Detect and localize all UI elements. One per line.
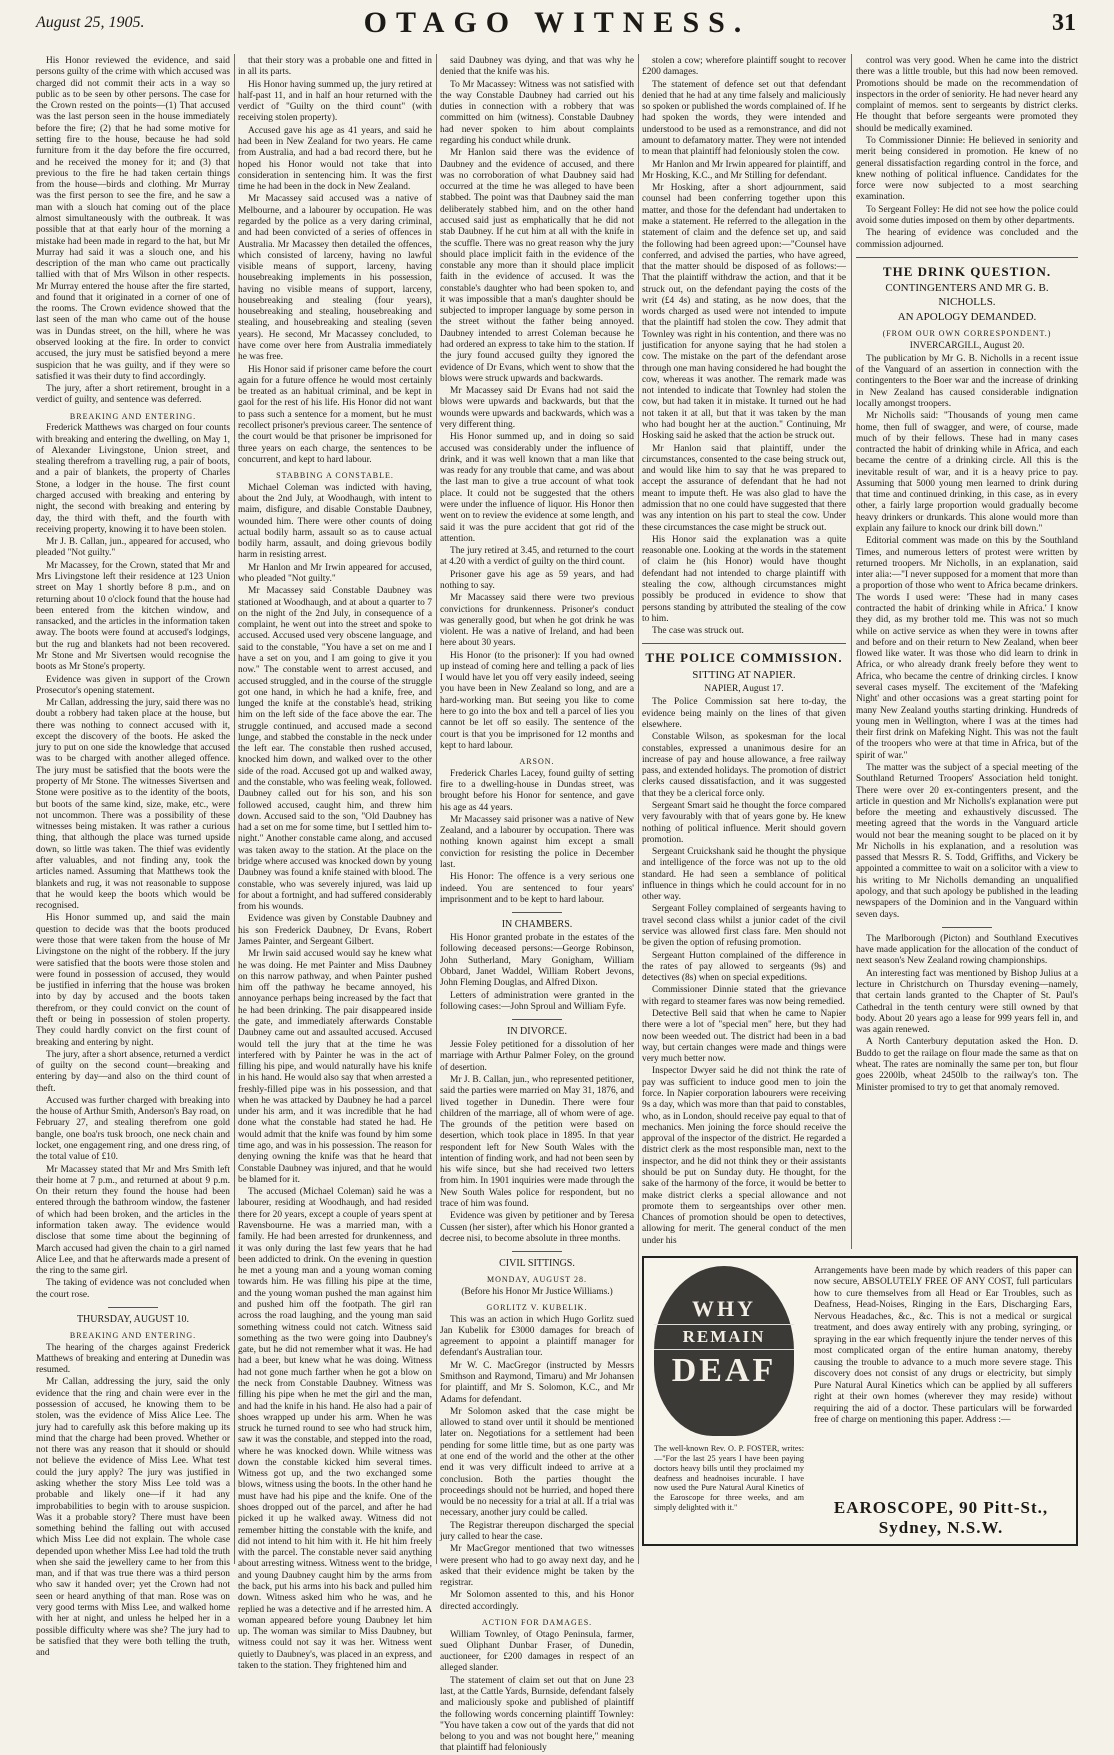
paragraph: Mr Macassey, for the Crown, stated that Mr and Mrs Livingstone left their residence at 123 Union street on May 1 shortly before 8 p.m., and on returning about 10 o'clock found that the house had been entered from the kitchen window, and ransacked, and the articles in the information taken away. The boots were found at accused's lodgings, but the rug and blankets had not been recovered. Mr Stone and Mr Sivertsen would recognise the boots as Mr Stone's property. <box>36 560 230 673</box>
paragraph: Mr Macassey stated that Mr and Mrs Smith left their home at 7 p.m., and returned at about 9 p.m. On their return they found the house had been entered through the bathroom window, the fastener of which had been broken, and the articles in the information taken away. The evidence would disclose that some time about the beginning of March accused had given the chain to a girl named Alice Lee, and that he afterwards made a present of the ring to the same girl. <box>36 1164 230 1277</box>
why-remain-deaf-badge <box>654 1266 794 1436</box>
column-3 <box>440 56 634 1754</box>
divider <box>512 1251 562 1252</box>
paragraph: Mr J. B. Callan, jun., who represented petitioner, said the parties were married on May 31, 1876, and lived together in Dunedin. There were four children of the marriage, all of whom were of age. The grounds of the petition were based on desertion, which took place in 1895. In that year respondent left for New South Wales with the intention of finding work, and had not been seen by his wife since, but she had received two letters from him. In 1901 inquiries were made through the New South Wales police for respondent, but no trace of him was found. <box>440 1074 634 1210</box>
divider <box>512 1019 562 1020</box>
paragraph: Constable Wilson, as spokesman for the local constables, expressed a unanimous desire for an increase of pay and house allowance, a free railway pass, and extended holidays. The promotion of district clerks caused dissatisfaction, and it was suggested that they be a clerical force only. <box>642 732 846 799</box>
ad-testimonial: The well-known Rev. O. P. FOSTER, writes:—"For the last 25 years I have been paying doctors heavy bills until they proclaimed my deafness and headnoises incurable. I have now used the Pure Natural Aural Kinetics of the Earoscope for three weeks, and am simply delighted with it." <box>654 1444 804 1513</box>
subheading: ACTION FOR DAMAGES. <box>481 1617 593 1627</box>
paragraph: Frederick Matthews was charged on four counts with breaking and entering the dwelling, on May 1, of Alexander Livingstone, Union street, and stealing therefrom a travelling rug, a pair of boots, and a pair of blankets, the property of Charles Stone, a lodger in the house. The first count charged accused with breaking and entering by night, the second with breaking and entering by day, the third with theft, and the fourth with receiving property, knowing it to have been stolen. <box>36 423 230 535</box>
divider <box>512 912 562 913</box>
issue-date: August 25, 1905. <box>36 14 145 31</box>
paragraph: The statement of defence set out that defendant denied that he had at any time falsely and maliciously so spoken or published the words complained of. If he had spoken the words, they were intended and understood to be used as a remonstrance, and did not amount to defamatory matter. They were not intended to mean that plaintiff had feloniously stolen the cow. <box>642 79 846 158</box>
subheading: BREAKING AND ENTERING. <box>69 1330 197 1340</box>
date-heading: THURSDAY, AUGUST 10. <box>76 1313 190 1325</box>
paragraph: Jessie Foley petitioned for a dissolution of her marriage with Arthur Palmer Foley, on the ground of desertion. <box>440 1040 634 1073</box>
paragraph: The case was struck out. <box>652 626 744 637</box>
paragraph: His Honor granted probate in the estates of the following deceased persons:—George Robinson, John Sutherland, Mary Gonigham, William Obbard, Janet Waddel, William Robert Jevons, John Fleming Douglas, and Alfred Dixon. <box>440 933 634 989</box>
paragraph: control was very good. When he came into the district there was a little trouble, but this had now been removed. Promotions should be made on the recommendation of inspectors in the order of seniority. He had never heard any complaint of memos. sent to sergeants by district clerks. He thought that before sergeants were promoted they should be medically examined. <box>856 56 1078 134</box>
paragraph: Mr Macassey said there were two previous convictions for drunkenness. Prisoner's conduct was generally good, but when he got drink he was violent. He was a native of Ireland, and had been here about 30 years. <box>440 593 634 649</box>
paragraph: Mr Macassey said accused was a native of Melbourne, and a labourer by occupation. He was regarded by the police as a very daring criminal, and had been convicted of a series of offences in Australia. Mr Macassey then detailed the offences, which consisted of larceny, having no lawful visible means of support, larceny, having housebreaking implements in his possession, having no visible means of support, larceny, housebreaking and stealing (four years), housebreaking and stealing, housebreaking and stealing, and housebreaking and stealing (seven years). He second, Mr Macassey concluded, to have come over here from Australia immediately he was free. <box>238 194 432 363</box>
paragraph: Mr Hanlon and Mr Irwin appeared for accused, who pleaded "Not guilty." <box>238 562 432 584</box>
ad-address: EAROSCOPE, 90 Pitt-St., Sydney, N.S.W. <box>833 1498 1049 1537</box>
paragraph: Letters of administration were granted in the following cases:—John Sproul and William Fyfe. <box>440 990 634 1012</box>
section-heading: IN CHAMBERS. <box>501 919 573 931</box>
paragraph: Evidence was given by petitioner and by Teresa Cussen (her sister), after which his Honor granted a decree nisi, to become absolute in three months. <box>440 1211 634 1244</box>
paragraph: stolen a cow; wherefore plaintiff sought to recover £200 damages. <box>642 56 846 78</box>
paragraph: His Honor said if prisoner came before the court again for a future offence he would most certainly be treated as an habitual criminal, and be kept in gaol for the rest of his life. His Honor did not want to pass such a sentence for a moment, but he must recollect prisoner's previous career. The sentence of the court would be that prisoner be imprisoned for three years on each charge, the sentences to be concurrent, and kept to hard labour. <box>238 364 432 465</box>
newspaper-title: OTAGO WITNESS. <box>363 6 751 39</box>
ad-headline-remain: REMAIN <box>654 1324 794 1350</box>
divider <box>942 927 992 928</box>
subheading: STABBING A CONSTABLE. <box>276 471 394 481</box>
paragraph: Mr Callan, addressing the jury, said there was no doubt a robbery had taken place at the house, but there was nothing to connect accused with it, except the discovery of the boots. He asked the jury to put on one side the knowledge that accused was to be charged with another alleged offence. The jury must be satisfied that the boots were the property of Mr Stone. The witnesses Sivertsen and Stone were positive as to the identity of the boots, but boots of the same kind, size, make, etc., were not uncommon. There was a possibility of these witnesses being mistaken. It was rather a curious thing, that although the place was turned upside down, so little was taken. The thief was evidently after valuables, and not finding any, took the articles named. Assuming that Matthews took the blankets and rug, it was not reasonable to suppose that he would keep the boots which would be recognised. <box>36 698 230 912</box>
paragraph: William Townley, of Otago Peninsula, farmer, sued Oliphant Dunbar Fraser, of Dunedin, auctioneer, for £200 damages in respect of an alleged slander. <box>440 1629 634 1674</box>
column-rule <box>851 54 852 1249</box>
paragraph: Evidence was given in support of the Crown Prosecutor's opening statement. <box>36 674 230 696</box>
section-heading: THE DRINK QUESTION. <box>882 263 1052 279</box>
paragraph: Mr Hanlon and Mr Irwin appeared for plaintiff, and Mr Hosking, K.C., and Mr Stilling for defendant. <box>642 159 846 181</box>
section-heading: IN DIVORCE. <box>507 1026 567 1038</box>
paragraph: The jury retired at 3.45, and returned to the court at 4.20 with a verdict of guilty on the third count. <box>440 546 634 568</box>
paragraph: that their story was a probable one and fitted in in all its parts. <box>238 56 432 78</box>
paragraph: Sergeant Folley complained of sergeants having to travel second class whilst a junior cadet of the civil service was allowed first class fare. Men should not be given the option of refusing promotion. <box>642 904 846 949</box>
paragraph: Mr Nicholls said: "Thousands of young men came home, then full of swagger, and were, of course, made much of by their fellows. These had in many cases contracted the habit of drinking while in Africa, and each became the centre of a drinking circle. All this is the inevitable result of war, and it is a heavy price to pay. Assuming that 5000 young men learned to drink during that time and continued drinking, in this case, as in every other, a fairly large proportion would gradually become heavy drinkers or drunkards. This alone would more than explain any failure to knock our drink bill down." <box>856 411 1078 535</box>
paragraph: Mr MacGregor mentioned that two witnesses were present who had to go away next day, and he asked that their evidence might be taken by the registrar. <box>440 1544 634 1589</box>
paragraph: His Honor having summed up, the jury retired at half-past 11, and in half an hour returned with the verdict of "Guilty on the third count" (with receiving stolen property). <box>238 79 432 124</box>
paragraph: His Honor summed up, and said the main question to decide was that the boots produced were those that were taken from the house of Mr Livingstone on the night of the robbery. If the jury were satisfied that the boots were those stolen and were found in possession of accused, they would be justified in inferring that the house was broken into by day by accused and the boots taken therefrom, or they could convict on the count of theft or being in possession of stolen property. They could hardly convict on the first count of breaking and entering by night. <box>36 913 230 1048</box>
court-note: (Before his Honor Mr Justice Williams.) <box>461 1286 613 1297</box>
column-rule <box>234 54 235 1564</box>
paragraph: Commissioner Dinnie stated that the grievance with regard to steamer fares was now being remedied. <box>642 985 846 1007</box>
subheading: GORLITZ V. KUBELIK. <box>486 1303 588 1313</box>
masthead <box>0 0 1114 48</box>
ad-headline-deaf: DEAF <box>671 1352 777 1389</box>
paragraph: The accused (Michael Coleman) said he was a labourer, residing at Woodhaugh, and had resided there for 20 years, except a couple of years spent at Ravensbourne. He was a married man, with a family. He had been arrested for drunkenness, and it was only during the last few years that he had been addicted to drink. On the evening in question he met a young man and a young woman coming towards him. He was filling his pipe at the time, and the young woman pushed the man against him and pushed him off the footpath. The girl ran across the road laughing, and the young man said something witness could not catch. Witness said something as the two were going into Daubney's gate, but he did not remember what it was. He had had a beer, but knew what he was doing. Witness had not gone much farther when he got a blow on the neck from Constable Daubney. Witness was filling his pipe when he met the girl and the man, and had the knife in his hand. He also had a pair of shoes wrapped up under his arm. When he was struck he turned round to see who had struck him, saw it was the constable, and stepped into the road, where he was knocked down. While witness was down the constable kicked him several times. Witness got up, and the two exchanged some blows, witness using the boots. In the other hand he must have had his pipe and the knife. One of the shoes dropped out of the parcel, and after he had picked it up he walked away. Witness did not remember hitting the constable with the knife, and did not intend to hit him with it. He hit him freely with the parcel. The constable never said anything about arresting witness. Witness went to the bridge, and young Daubney caught him by the arms from the back, put his arms into his back and pulled him down. Witness asked him who he was, and he replied he was a detective and if he arrested him. A woman appeared before young Daubney let him up. The woman was similar to Miss Daubney, but witness could not say it was her. Witness went quietly to Daubney's, was placed in an express, and taken to the station. They frightened him and <box>238 1187 432 1671</box>
paragraph: Mr Macassey said Dr Evans had not said the blows were upwards and backwards, but that the wounds were upwards and backwards, which was a very different thing. <box>440 386 634 430</box>
divider <box>642 643 846 644</box>
paragraph: This was an action in which Hugo Gorlitz sued Jan Kubelik for £3000 damages for breach of agreement to appoint a plaintiff manager for defendant's Australian tour. <box>440 1314 634 1359</box>
paragraph: To Sergeant Folley: He did not see how the police could avoid some duties imposed on them by other departments. <box>856 204 1078 226</box>
section-heading: CIVIL SITTINGS. <box>499 1258 575 1270</box>
page-number: 31 <box>1052 10 1076 36</box>
subheading: BREAKING AND ENTERING. <box>69 411 197 421</box>
paragraph: Evidence was given by Constable Daubney and his son Frederick Daubney, Dr Evans, Robert James Painter, and Sergeant Gilbert. <box>238 914 432 947</box>
paragraph: Michael Coleman was indicted with having, about the 2nd July, at Woodhaugh, with intent to maim, disfigure, and disable Constable Daubney, wounded him. There were other counts of doing actual bodily harm, assault so as to cause actual bodily harm, assault, and doing grievous bodily harm in resisting arrest. <box>238 482 432 561</box>
paragraph: The taking of evidence was not concluded when the court rose. <box>36 1278 230 1300</box>
paragraph: said Daubney was dying, and that was why he denied that the knife was his. <box>440 56 634 78</box>
correspondent-credit: (FROM OUR OWN CORRESPONDENT.) <box>882 328 1052 338</box>
earoscope-advertisement <box>642 1256 1078 1546</box>
paragraph: The statement of claim set out that on June 23 last, at the Cattle Yards, Burnside, defendant falsely and maliciously spoke and published of plaintiff the following words concerning plaintiff Townley: "You have taken a cow out of the yards that did not belong to you and was not bought here," meaning that plaintiff had feloniously <box>440 1675 634 1754</box>
date-heading: MONDAY, AUGUST 28. <box>486 1275 588 1285</box>
paragraph: The hearing of the charges against Frederick Matthews of breaking and entering at Dunedin was resumed. <box>36 1342 230 1376</box>
paragraph: Frederick Charles Lacey, found guilty of setting fire to a dwelling-house in Dundas street, was brought before his Honor for sentence, and gave his age as 44 years. <box>440 768 634 813</box>
paragraph: The matter was the subject of a special meeting of the Southland Returned Troopers' Association held tonight. There were over 20 ex-contingenters present, and the article in question and Mr Nicholls's explanation were put before the meeting and exhaustively discussed. The meeting agreed that the words in the Vanguard article would not bear the meaning sought to be placed on it by Mr Nicholls in his explanation, and a resolution was passed that Messrs R. S. Todd, Griffiths, and Vickery be appointed a committee to wait on a solicitor with a view to his writing to Mr Nicholls demanding an unqualified apology, and that such apology be published in the leading newspapers of the Dominion and in the Vanguard within seven days. <box>856 762 1078 920</box>
column-1 <box>36 56 230 1659</box>
paragraph: His Honor (to the prisoner): If you had owned up instead of coming here and telling a pack of lies I would have let you off very easily indeed, seeing you have been in New Zealand so long, and are a hard-working man. But seeing you like to come here to go into the box and tell a parcel of lies you cannot be let off so easily. The sentence of the court is that you be imprisoned for 12 months and kept to hard labour. <box>440 650 634 751</box>
section-subheading: CONTINGENTERS AND MR G. B. NICHOLLS. <box>885 282 1049 308</box>
paragraph: The Registrar thereupon discharged the special jury called to hear the case. <box>440 1520 634 1542</box>
paragraph: Mr Solomon asked that the case might be allowed to stand over until it should be mentioned later on. Negotiations for a settlement had been pending for some little time, but as one party was at one end of the world and the other at the other end it was very difficult indeed to arrive at a conclusion. Both the parties thought the proceedings should not be hurried, and hoped there would be no necessity for a trial at all. If a trial was necessary, another jury could be called. <box>440 1406 634 1519</box>
divider <box>856 257 1078 258</box>
paragraph: Detective Bell said that when he came to Napier there were a lot of "special men" here, but they had now been weeded out. The district had been in a bad way, but certain changes were made and things were very much better now. <box>642 1009 846 1065</box>
paragraph: A North Canterbury deputation asked the Hon. D. Buddo to get the railage on flour made the same as that on wheat. The rates are nominally the same per ton, but flour goes 2200lb, wheat 2450lb to the railway's ton. The Minister promised to try to get that anomaly removed. <box>856 1037 1078 1093</box>
paragraph: The publication by Mr G. B. Nicholls in a recent issue of the Vanguard of an assertion in connection with the contingenters to the Boer war and the increase of drinking in New Zealand has caused considerable indignation locally amongst troopers. <box>856 353 1078 409</box>
paragraph: His Honor: The offence is a very serious one indeed. You are sentenced to four years' imprisonment and to be kept to hard labour. <box>440 872 634 905</box>
dateline: NAPIER, August 17. <box>704 684 784 695</box>
paragraph: Sergeant Cruickshank said he thought the physique and intelligence of the force was not up to the old standard. He had seen a semblance of political influence in things which he could account for in no other way. <box>642 847 846 903</box>
divider <box>108 1307 158 1308</box>
paragraph: The Police Commission sat here to-day, the evidence being mainly on the lines of that given elsewhere. <box>642 697 846 730</box>
paragraph: Mr Hosking, after a short adjournment, said counsel had been conferring together upon this matter, and those for the defendant had undertaken to make a statement. He referred to the allegation in the statement of claim and the defence set up, and said the following had been agreed upon:—"Counsel have conferred, and advised the parties, who have agreed, that the matter should be disposed of as follows:—That the plaintiff withdraw the action, and that it be struck out, on the defendant paying the costs of the writ (£4 4s) and stating, as he now does, that the words charged as used were not intended to impute that the plaintiff had stolen the cow. They admit that Townley was right in his contention, and there was no justification for anyone saying that he had stolen a cow. The mistake on the part of the defendant arose through one man having considered he had bought the cow, whereas it was another. The remark made was not intended to indicate that Townley had stolen the cow, but had taken it in mistake. It turned out he had not taken it at all, but that it was taken by the man who had bought her at the auction." Continuing, Mr Hosking said he asked that the action be struck out. <box>642 183 846 442</box>
paragraph: Sergeant Hutton complained of the difference in the rates of pay allowed to sergeants (9s) and detectives (8s) when on special expeditions. <box>642 950 846 984</box>
paragraph: Accused was further charged with breaking into the house of Arthur Smith, Anderson's Bay road, on February 27, and stealing therefrom one gold bangle, one boa'rs tusk brooch, one neck chain and locket, one engagement ring, and one dress ring, of the total value of £10. <box>36 1095 230 1163</box>
paragraph: Inspector Dwyer said he did not think the rate of pay was sufficient to induce good men to join the force. In Napier corporation labourers were receiving 9s a day, which was more than that paid to constables, who, as in London, should receive pay equal to that of mechanics. Men joining the force should receive the approval of the inspector of the district. He regarded a district clerk as the most responsible man, next to the inspector, and he did not think they or their assistants should be put on Sunday duty. He thought, for the sake of the harmony of the force, it would be better to make district clerks a special allowance and not promote them to sergeantships over other men. Chances of promotion should be open to detectives, allowing for merit. The general conduct of the men under his <box>642 1066 846 1246</box>
column-rule <box>436 54 437 1564</box>
section-subheading: AN APOLOGY DEMANDED. <box>897 310 1037 323</box>
paragraph: Mr Hanlon said there was the evidence of Daubney and the evidence of accused, and there was no corroboration of what Daubney said had occurred at the time he was alleged to have been stabbed. The point was that Daubney said the man deliberately stabbed him, and on the other hand accused said just as emphatically that he did not stab Daubney. If he cut him at all with the knife in the scuffle. There was no great reason why the jury should place implicit faith in the evidence of the constable any more than it should place implicit faith in the evidence of accused. It was the constable's daughter who had been spoken to, and it was impossible that a man's daughter should be subjected to improper language by some person in the street without the father being annoyed. Daubney intended to arrest Coleman because he had ordered an express to take him to the station. If the jury found accused guilty they ignored the evidence of Dr Evans, which went to show that the blows were struck upwards and backwards. <box>440 148 634 384</box>
paragraph: Mr Macassey said Constable Daubney was stationed at Woodhaugh, and at about a quarter to 7 on the night of the 2nd July, in consequence of a complaint, he went out into the street and spoke to accused. Accused used very obscene language, and said to the constable, "You have a set on me and I have a set on you, and I am going to give it you now." The constable went to arrest accused, and accused struggled, and in the course of the struggle got one hand, in which he had a knife, free, and lunged the knife at the constable's head, striking him on the left side of the face above the ear. The struggle continued, and accused made a second lunge, and stabbed the constable in the neck under the left ear. The constable then rushed accused, knocked him down, and walked over to the other side of the road. Accused got up and walked away, and the constable, who was feeling weak, followed. Daubney called out for his son, and his son followed accused, caught him, and threw him down. Accused said to the son, "Old Daubney has had a set on me for some time, but I settled him to-night." Another constable came along, and accused was taken away to the station. At the place on the bridge where accused was knocked down by young Daubney was found a knife stained with blood. The constable, who was severely injured, was laid up for about a fortnight, and had suffered considerably from his wounds. <box>238 586 432 913</box>
paragraph: Mr Macassey said prisoner was a native of New Zealand, and a labourer by occupation. There was nothing known against him except a small conviction for resisting the police in December last. <box>440 814 634 870</box>
paragraph: His Honor summed up, and in doing so said accused was considerably under the influence of drink, and it was well known that a man like that was ready for any trouble that came, and was about the last man to give a true account of what took place. It could not be suggested that the others were under the influence of liquor. His Honor then went on to review the evidence at some length, and said it was the pure accident that got rid of the attention. <box>440 432 634 544</box>
paragraph: The jury, after a short absence, returned a verdict of guilty on the second count—breaking and entering by day—and also on the third count of theft. <box>36 1049 230 1094</box>
ad-headline-why: WHY <box>692 1296 756 1321</box>
section-heading: THE POLICE COMMISSION. <box>645 650 843 666</box>
paragraph: Mr J. B. Callan, jun., appeared for accused, who pleaded "Not guilty." <box>36 537 230 559</box>
column-4 <box>642 56 846 1248</box>
paragraph: The Marlborough (Picton) and Southland Executives have made application for the allocation of the conduct of next season's New Zealand rowing championships. <box>856 933 1078 967</box>
column-2 <box>238 56 432 1671</box>
paragraph: Prisoner gave his age as 59 years, and had nothing to say. <box>440 569 634 591</box>
paragraph: Mr Solomon assented to this, and his Honor directed accordingly. <box>440 1590 634 1612</box>
ad-body: Arrangements have been made by which readers of this paper can now secure, ABSOLUTELY FREE OF ANY COST, full particulars how to cure themselves from all Head or Ear Troubles, such as Deafness, Head-Noises, Ringing in the Ears, Discharging Ears, Nervous Headaches, &c., &c. This is not a medical or surgical treatment, and does away entirely with any probing, syringing, or spraying in the ear which frequently injure the tender nerves of this most complicated organ of the entire human anatomy, thereby causing the trouble to advance to a much more severe stage. This discovery does not consist of any drugs or electricity, but simply Pure Natural Aural Kinetics which can be applied by all sufferers right at their own homes (wherever they may reside) without requiring the aid of a doctor. These particulars will be forwarded free of charge on mentioning this paper. Address :— <box>814 1266 1072 1426</box>
paragraph: Mr Irwin said accused would say he knew what he was doing. He met Painter and Miss Daubney on this narrow pathway, and when Painter pushed him off the pathway he became annoyed, his annoyance perhaps being increased by the fact that he had been drinking. The pair disappeared inside the gate, and immediately afterwards Constable Daubney came out and assaulted accused. Accused would tell the jury that at the time he was interfered with by Painter he was in the act of filling his pipe, and would naturally have his knife in his hand. He would also say that when arrested a freshly-filled pipe was in his possession, and that when he was attacked by Daubney he had a parcel under his arm, and it was incredible that he had done what the constable had stated he had. He would admit that the knife was found by him some time ago, and was in his possession. The reason for denying owning the knife was that he heard that Constable Daubney was injured, and that he would be blamed for it. <box>238 949 432 1185</box>
paragraph: Mr W. C. MacGregor (instructed by Messrs Smithson and Raymond, Timaru) and Mr Johansen for plaintiff, and Mr S. Solomon, K.C., and Mr Adams for defendant. <box>440 1360 634 1405</box>
paragraph: Sergeant Smart said he thought the force compared very favourably with that of years gone by. He knew nothing of political influence. Merit should govern promotion. <box>642 800 846 845</box>
paragraph: To Commissioner Dinnie: He believed in seniority and merit being considered in promotion. He knew of no general dissatisfaction regarding control in the force, and knew nothing of political influence. Candidates for the force were now subjected to a most searching examination. <box>856 135 1078 203</box>
paragraph: His Honor reviewed the evidence, and said persons guilty of the crime with which accused was charged did not commit their acts in a way so public as to be seen by other persons. The case for the Crown rested on the points—(1) That accused was the last person seen in the house immediately before the fire; (2) that he had some motive for setting fire to the house, because he had sold furniture from it the day before the fire occurred, and he received the money for it; and (3) that previous to the fire he had taken certain things from the house—birds and clothing. Mr Murray was the first person to see the fire, and he saw a man with a slouch hat coming out of the place almost simultaneously with the outbreak. It was possible that at that early hour of the morning a mistake had been made in regard to the hat, but Mr Murray had said it was a slouch one, and his description of the man who came out practically tallied with that of Mrs Wilson in other respects. Mr Murray entered the house after the fire started, and found that it originated in a corner of one of the rooms. The Crown evidence showed that the last seen of the man who came out of the house was in Dundas street, on the hill, where he was observed looking at the fire. In order to convict accused, the jury must be satisfied beyond a mere suspicion that he was guilty, and if they were so satisfied it was their duty to find accordingly. <box>36 56 230 382</box>
paragraph: Accused gave his age as 41 years, and said he had been in New Zealand for two years. He came from Australia, and had a bad record there, but he hoped his Honor would not take that into consideration in sentencing him. It was the first time he had been in the dock in New Zealand. <box>238 125 432 193</box>
paragraph: The hearing of evidence was concluded and the commission adjourned. <box>856 228 1078 250</box>
paragraph: To Mr Macassey: Witness was not satisfied with the way Constable Daubney had carried out his duties in connection with a robbery that was committed on him (witness). Constable Daubney had never spoken to him about complaints regarding his conduct while drunk. <box>440 79 634 146</box>
paragraph: Mr Callan, addressing the jury, said the only evidence that the ring and chain were ever in the possession of accused, he knowing them to be stolen, was the evidence of Miss Alice Lee. The jury had to carefully ask this before making up its mind that the charge had been proved. Whether or not there was any reason that it should or should not believe the evidence of Miss Lee. What test could the jury apply? The jury was justified in asking whether the story Miss Lee told was a probable and likely one—if it had any improbabilities to begin with to arouse suspicion. Was it a probable story? There must have been something behind the falling out with accused which Miss Lee did not explain. The whole case depended upon whether Miss Lee had told the truth when she said the jewellery came to her from this man, and if that was true there was a third person who saw it handed over; yet the Crown had not seen or heard anything of that man. Rose was on very good terms with Miss Lee, and walked home with her at night, and unless he helped her in a possible difficulty where was she? The jury had to be satisfied that they were both telling the truth, and <box>36 1377 230 1659</box>
column-rule <box>638 54 639 1564</box>
section-subheading: SITTING AT NAPIER. <box>692 668 796 681</box>
paragraph: His Honor said the explanation was a quite reasonable one. Looking at the words in the statement of claim he (his Honor) would have thought defendant had not intended to charge plaintiff with stealing the cow, although circumstances might possibly be produced in evidence to show that persons standing by attributed the stealing of the cow to him. <box>642 534 846 624</box>
paragraph: Editorial comment was made on this by the Southland Times, and numerous letters of protest were written by returned troopers. Mr Nicholls, in an explanation, said inter alia:—"I never supposed for a moment that more than a proportion of those who went to Africa became drinkers. The words I used were: 'These had in many cases contracted the habit of drinking while in Africa.' I know they did, as my brother told me. This was not so much while on active service as when they were in towns after and before and on their return to New Zealand, when beer flowed like water. It was those who did learn to drink in Africa, or who already drank freely before they went to Africa, who became the centre of drinking circles. I know several cases myself. The excitement of the 'Mafeking Night' and other occasions was a great starting point for many New Zealand youths starting drinking. Hundreds of young men in Wellington, where I was at the times had their first drink on Mafeking Night. This was not the fault of the troopers who were at that time in Africa, but of the spirit of war." <box>856 536 1078 761</box>
paragraph: Mr Hanlon said that plaintiff, under the circumstances, consented to the case being struck out, and would like him to say that he was prepared to accept the assurance of defendant that he had not meant to impute theft. He was also glad to have the admission that no one could have suggested that there was any intention on his part to steal the cow. Under these circumstances the case might be struck out. <box>642 443 846 533</box>
dateline: INVERCARGILL, August 20. <box>909 340 1025 351</box>
subheading: ARSON. <box>519 757 555 767</box>
paragraph: An interesting fact was mentioned by Bishop Julius at a lecture in Christchurch on Thursday evening—namely, that certain lands granted to the Chapter of St. Paul's Cathedral in the tenth century were still owned by that body. About 20 years ago a lease for 999 years fell in, and was again renewed. <box>856 968 1078 1036</box>
column-5 <box>856 56 1078 1248</box>
paragraph: The jury, after a short retirement, brought in a verdict of guilty, and sentence was deferred. <box>36 384 230 406</box>
